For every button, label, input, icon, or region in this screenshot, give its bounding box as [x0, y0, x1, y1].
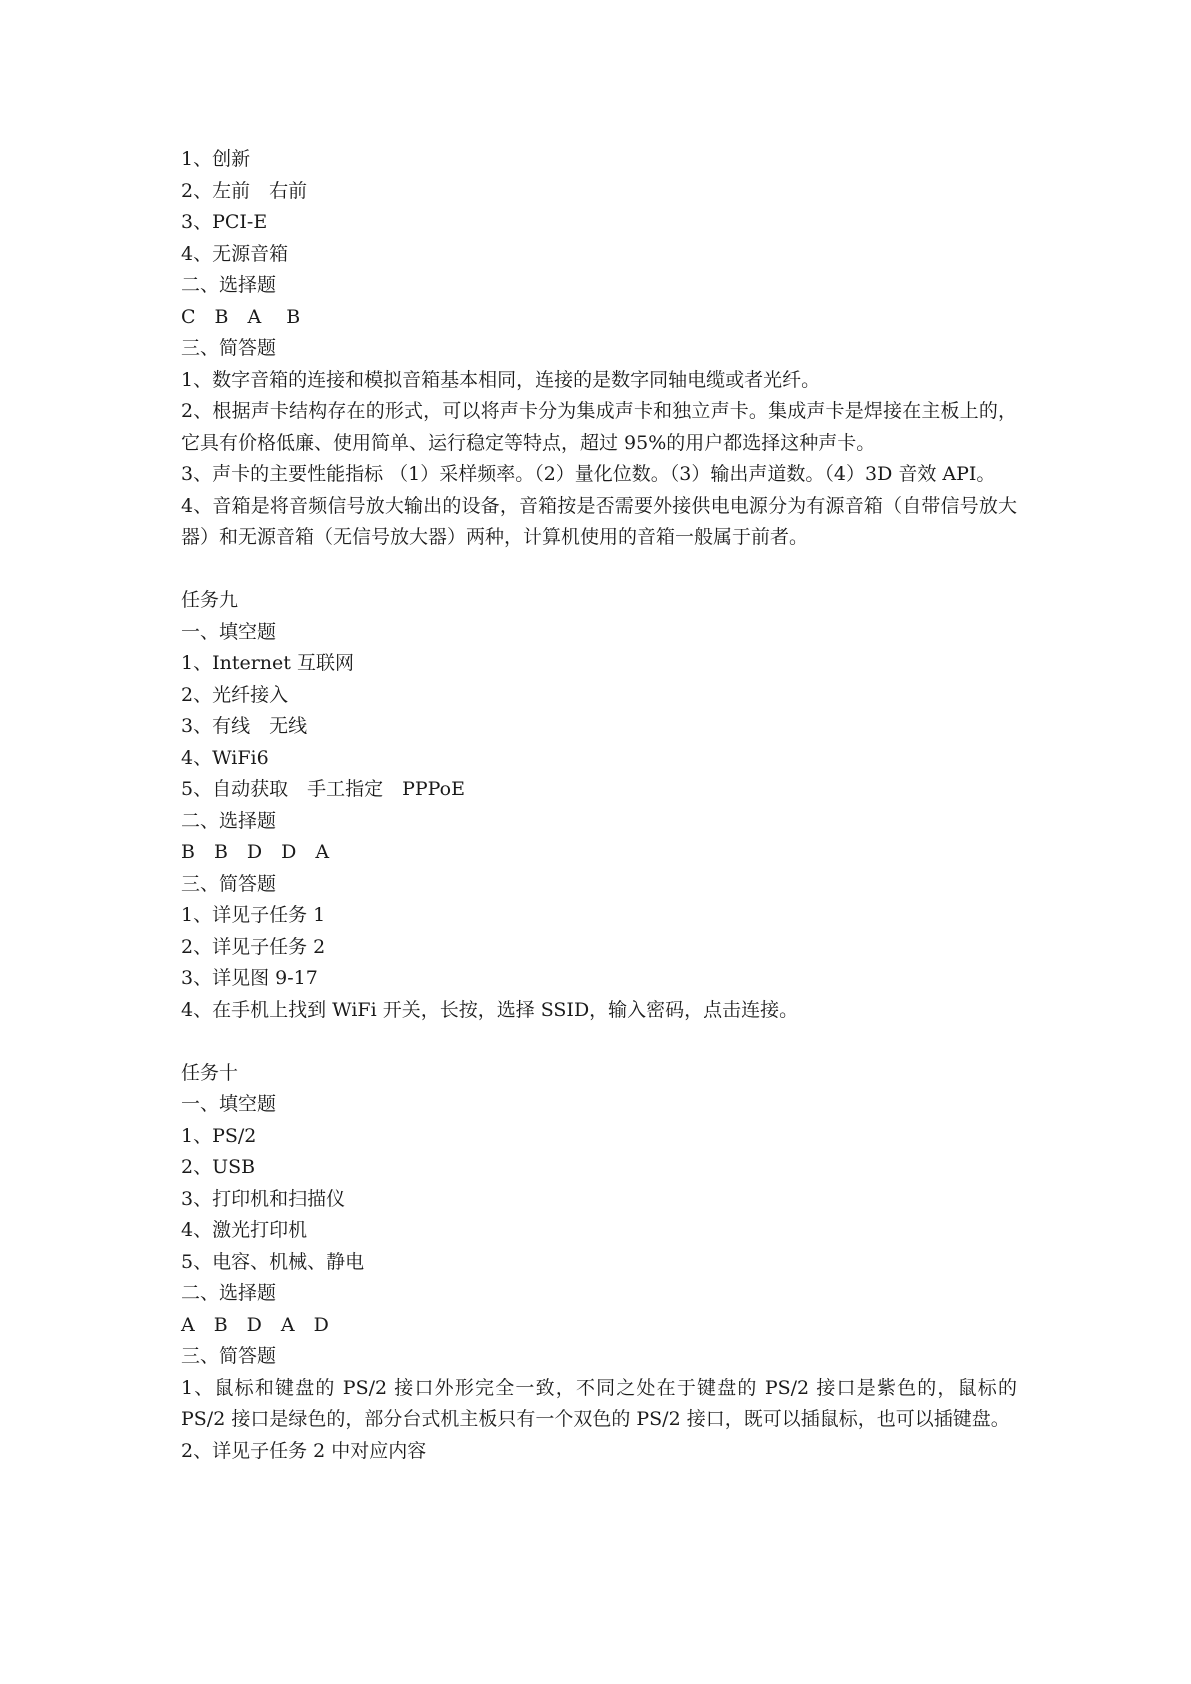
text-line: 4、无源音箱	[181, 242, 289, 265]
text-line: 1、Internet 互联网	[181, 652, 354, 674]
text-paragraph: 1、鼠标和键盘的 PS/2 接口外形完全一致，不同之处在于键盘的 PS/2 接口是紫色的，鼠标的 PS/2 接口是绿色的，部分台式机主板只有一个双色的 PS/2 接口，既可以插鼠标，也可以插键盘。	[181, 1376, 1024, 1430]
task-heading: 任务九	[181, 589, 239, 611]
section-heading: 三、简答题	[181, 872, 277, 895]
text-paragraph: 3、声卡的主要性能指标 （1）采样频率。（2）量化位数。（3）输出声道数。（4）3D 音效 API。	[181, 463, 996, 485]
text-line: 1、数字音箱的连接和模拟音箱基本相同，连接的是数字同轴电缆或者光纤。	[181, 368, 821, 391]
text-line: 2、左前 右前	[181, 179, 308, 202]
document-page	[181, 144, 1024, 1467]
task-heading: 任务十	[181, 1061, 239, 1084]
text-line: 3、详见图 9-17	[181, 967, 318, 989]
text-paragraph: 2、根据声卡结构存在的形式，可以将声卡分为集成声卡和独立声卡。集成声卡是焊接在主板上的，它具有价格低廉、使用简单、运行稳定等特点，超过 95%的用户都选择这种声卡。	[181, 400, 1017, 454]
answer-line: B B D D A	[181, 841, 330, 863]
blank-line	[181, 1026, 1017, 1058]
text-line: 4、激光打印机	[181, 1219, 308, 1241]
section-heading: 三、简答题	[181, 1345, 277, 1367]
text-line: 3、PCI-E	[181, 211, 268, 233]
section-heading: 二、选择题	[181, 809, 277, 832]
section-heading: 二、选择题	[181, 274, 277, 296]
text-line: 5、电容、机械、静电	[181, 1250, 365, 1273]
text-line: 5、自动获取 手工指定 PPPoE	[181, 778, 465, 800]
text-line: 1、详见子任务 1	[181, 904, 326, 926]
answer-line: A B D A D	[181, 1313, 329, 1336]
text-line: 4、WiFi6	[181, 746, 269, 769]
section-heading: 一、填空题	[181, 1093, 277, 1115]
text-line: 2、详见子任务 2 中对应内容	[181, 1439, 427, 1462]
section-heading: 二、选择题	[181, 1282, 277, 1304]
answer-line: C B A B	[181, 305, 301, 328]
text-line: 3、有线 无线	[181, 715, 308, 737]
text-paragraph: 4、音箱是将音频信号放大输出的设备，音箱按是否需要外接供电电源分为有源音箱（自带信号放大器）和无源音箱（无信号放大器）两种，计算机使用的音箱一般属于前者。	[181, 494, 1017, 548]
section-heading: 一、填空题	[181, 620, 277, 643]
section-heading: 三、简答题	[181, 337, 277, 359]
text-line: 3、打印机和扫描仪	[181, 1187, 346, 1210]
text-line: 2、USB	[181, 1156, 256, 1178]
text-line: 1、PS/2	[181, 1124, 257, 1147]
text-line: 2、光纤接入	[181, 683, 289, 706]
text-line: 1、创新	[181, 148, 251, 170]
text-line: 4、在手机上找到 WiFi 开关，长按，选择 SSID，输入密码，点击连接。	[181, 998, 799, 1021]
text-line: 2、详见子任务 2	[181, 935, 326, 958]
blank-line	[181, 554, 1017, 586]
